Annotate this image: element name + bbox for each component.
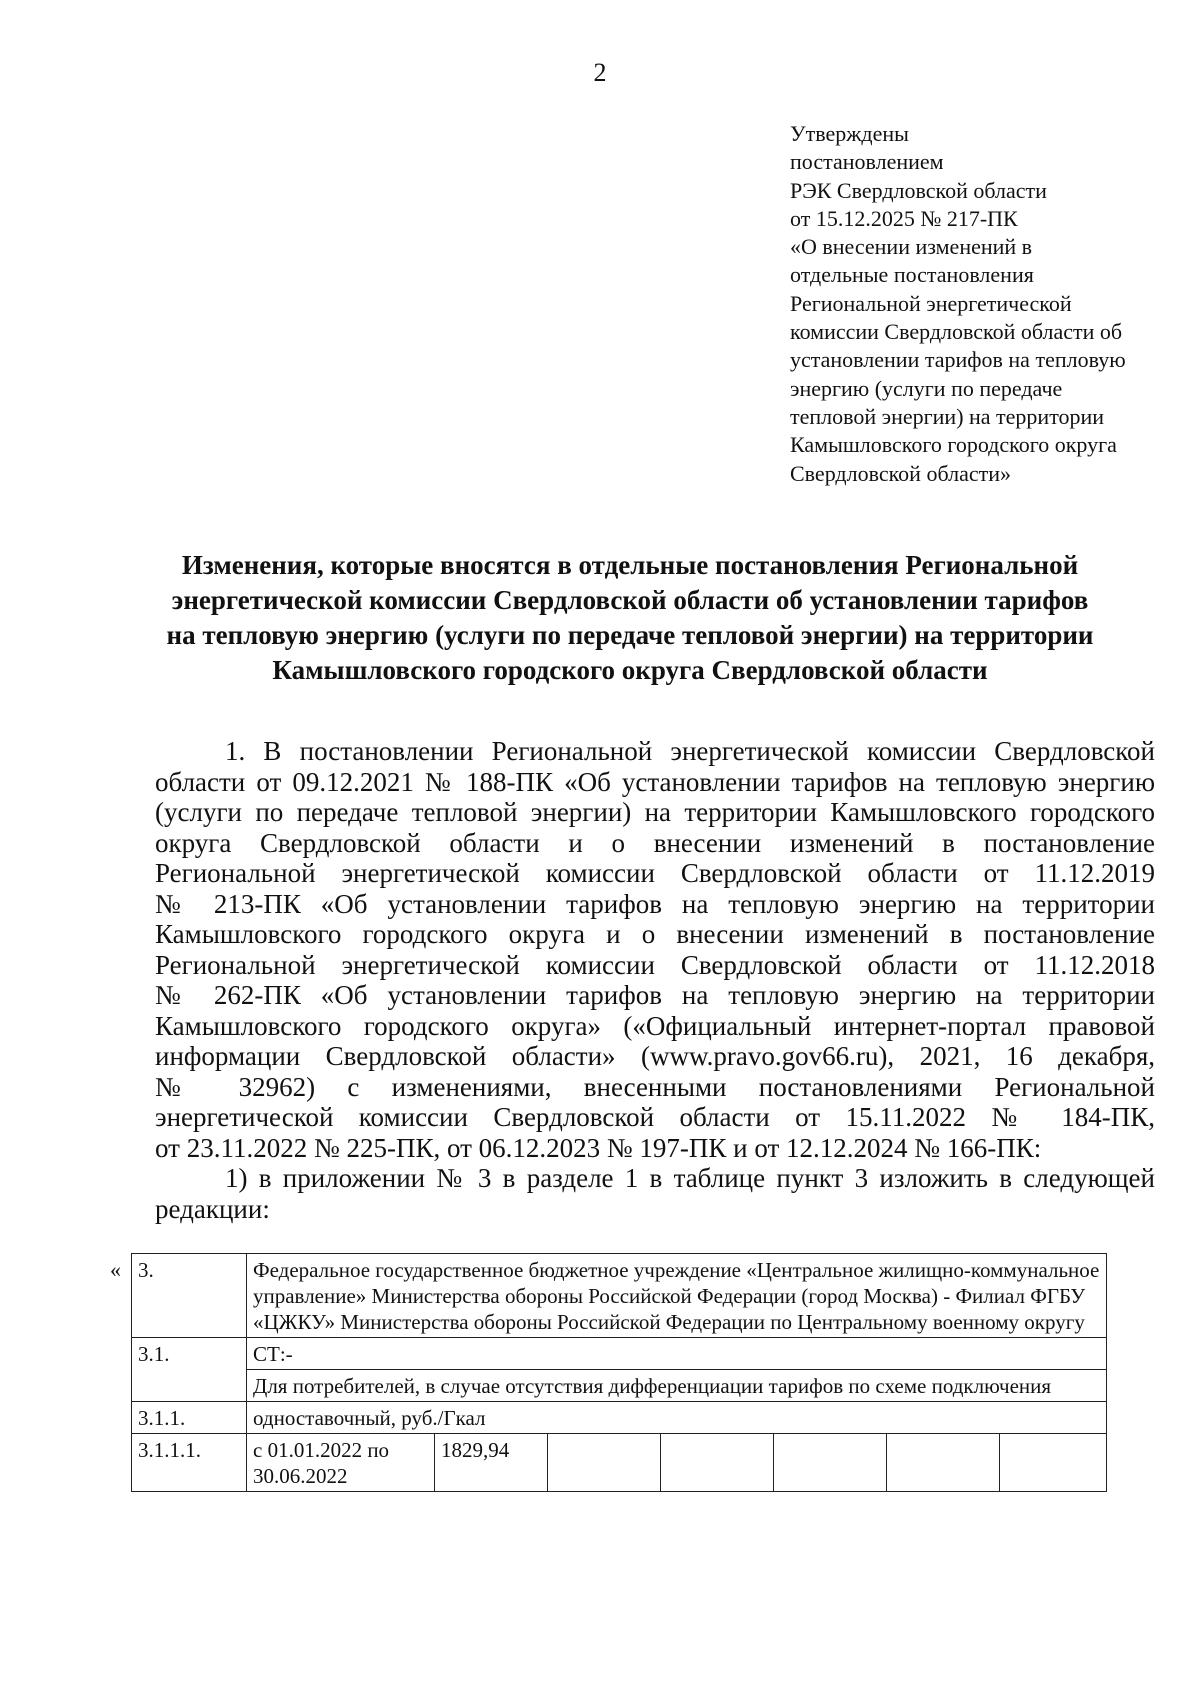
approval-line: постановлением xyxy=(790,149,944,175)
row-number: 3.1.1.1. xyxy=(132,1434,247,1492)
body-line: Камышловского городского округа» («Официальный интернет-портал правовой xyxy=(155,1010,1155,1041)
row-number: 3.1. xyxy=(132,1338,247,1402)
approval-line: тепловой энергии) на территории xyxy=(790,403,1105,429)
body-line: № 213-ПК «Об установлении тарифов на тепловую энергию на территории xyxy=(155,888,1155,919)
document-title xyxy=(130,548,1130,688)
empty-cell xyxy=(887,1434,1000,1492)
approval-line: установлении тарифов на тепловую xyxy=(790,347,1126,373)
body-line: информации Свердловской области» (www.pravo.gov66.ru), 2021, 16 декабря, xyxy=(155,1041,1155,1071)
system-label: СТ:- xyxy=(247,1338,1107,1370)
approval-line: комиссии Свердловской области об xyxy=(790,319,1123,345)
title-line: на тепловую энергию (услуги по передаче тепловой энергии) на территории xyxy=(166,620,1094,650)
title-line: энергетической комиссии Свердловской области об установлении тарифов xyxy=(171,585,1089,615)
approval-block xyxy=(790,120,1190,488)
table-row xyxy=(132,1338,1107,1370)
approval-line: энергию (услуги по передаче xyxy=(790,375,1063,401)
approval-line: Камышловского городского округа xyxy=(790,432,1117,458)
table-row xyxy=(132,1370,1107,1402)
body-line: № 262-ПК «Об установлении тарифов на тепловую энергию на территории xyxy=(155,980,1155,1010)
table-row xyxy=(132,1402,1107,1434)
consumer-category: Для потребителей, в случае отсутствия дифференциации тарифов по схеме подключения xyxy=(247,1370,1107,1402)
row-number: 3.1.1. xyxy=(132,1402,247,1434)
approval-line: отдельные постановления xyxy=(790,262,1034,288)
body-line: № 32962) с изменениями, внесенными постановлениями Региональной xyxy=(155,1071,1155,1102)
table-row xyxy=(132,1434,1107,1492)
body-line: 1. В постановлении Региональной энергетической комиссии Свердловской xyxy=(225,736,1155,766)
table-row xyxy=(132,1254,1107,1338)
approval-line: Свердловской области» xyxy=(790,460,1011,486)
empty-cell xyxy=(774,1434,887,1492)
body-line: энергетической комиссии Свердловской области от 15.11.2022 № 184-ПК, xyxy=(155,1102,1155,1132)
body-line: 1) в приложении № 3 в разделе 1 в таблице пункт 3 изложить в следующей xyxy=(225,1163,1155,1193)
body-line: редакции: xyxy=(155,1193,270,1224)
body-line: от 23.11.2022 № 225-ПК, от 06.12.2023 № 197-ПК и от 12.12.2024 № 166-ПК: xyxy=(155,1132,1042,1163)
body-line: области от 09.12.2021 № 188-ПК «Об установлении тарифов на тепловую энергию xyxy=(155,766,1155,797)
approval-line: от 15.12.2025 № 217-ПК xyxy=(790,205,1018,231)
tariff-value: 1829,94 xyxy=(435,1434,548,1492)
body-line: округа Свердловской области и о внесении изменений в постановление xyxy=(155,827,1155,858)
empty-cell xyxy=(1000,1434,1107,1492)
empty-cell xyxy=(548,1434,661,1492)
tariff-table xyxy=(131,1253,1107,1492)
opening-quote-mark: « xyxy=(110,1257,121,1282)
organization-name: Федеральное государственное бюджетное учреждение «Центральное жилищно-коммунальное управление» Министерства обороны Российской Федерации (город Москва) - Филиал ФГБУ «ЦЖКУ» Министерства обороны Российской Федерации по Центральному военному округу xyxy=(247,1254,1107,1338)
period-cell: с 01.01.2022 по 30.06.2022 xyxy=(247,1434,435,1492)
title-line: Камышловского городского округа Свердловской области xyxy=(272,655,988,685)
row-number: 3. xyxy=(132,1254,247,1338)
approval-line: Региональной энергетической xyxy=(790,290,1072,316)
tariff-type: одноставочный, руб./Гкал xyxy=(247,1402,1107,1434)
body-line: Региональной энергетической комиссии Свердловской области от 11.12.2019 xyxy=(155,858,1155,888)
approval-line: РЭК Свердловской области xyxy=(790,177,1047,203)
body-line: Региональной энергетической комиссии Свердловской области от 11.12.2018 xyxy=(155,949,1155,980)
empty-cell xyxy=(661,1434,774,1492)
approval-line: «О внесении изменений в xyxy=(790,234,1033,260)
title-line: Изменения, которые вносятся в отдельные постановления Региональной xyxy=(181,550,1079,580)
page-number: 2 xyxy=(593,58,607,87)
body-line: Камышловского городского округа и о внесении изменений в постановление xyxy=(155,919,1155,949)
body-line: (услуги по передаче тепловой энергии) на территории Камышловского городского xyxy=(155,797,1155,827)
approval-line: Утверждены xyxy=(790,121,909,146)
body-paragraph xyxy=(155,736,1155,1224)
